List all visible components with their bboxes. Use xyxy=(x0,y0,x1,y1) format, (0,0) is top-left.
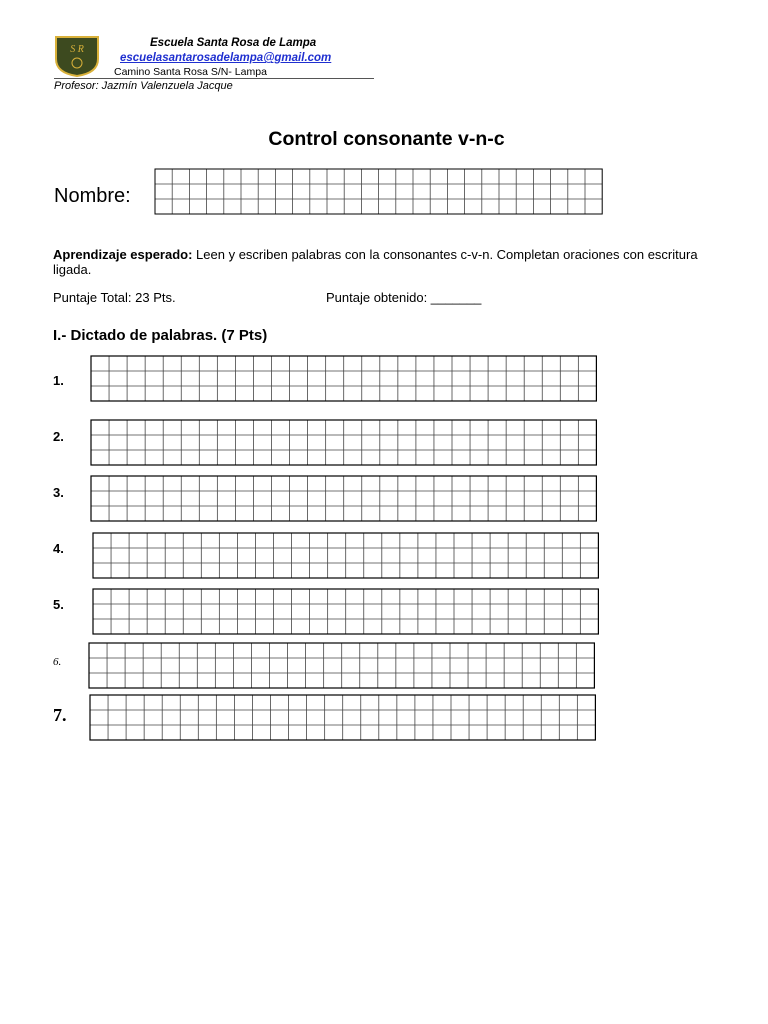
writing-grid[interactable] xyxy=(90,419,597,466)
item-number: 6. xyxy=(53,656,62,668)
obtained-score: Puntaje obtenido: _______ xyxy=(326,290,482,305)
item-number: 4. xyxy=(53,541,64,556)
learning-objective-text: Leen y escriben palabras con la consonantes c-v-n. Completan oraciones con escritura ligada. xyxy=(53,247,698,277)
writing-grid[interactable] xyxy=(89,694,596,741)
total-score: Puntaje Total: 23 Pts. xyxy=(53,290,176,305)
learning-objective-label: Aprendizaje esperado: xyxy=(53,247,193,262)
writing-grid[interactable] xyxy=(90,355,597,402)
writing-grid[interactable] xyxy=(92,532,599,579)
page-title: Control consonante v-n-c xyxy=(268,128,505,150)
item-number: 5. xyxy=(53,597,64,612)
teacher-name: Profesor: Jazmín Valenzuela Jacque xyxy=(54,80,233,92)
writing-grid[interactable] xyxy=(92,588,599,635)
item-number: 3. xyxy=(53,485,64,500)
writing-grid[interactable] xyxy=(90,475,597,522)
school-name: Escuela Santa Rosa de Lampa xyxy=(150,37,317,49)
item-number: 2. xyxy=(53,429,64,444)
item-number: 7. xyxy=(53,705,67,725)
logo-lettering: S R xyxy=(70,44,84,55)
section-title: I.- Dictado de palabras. (7 Pts) xyxy=(53,327,268,344)
school-address: Camino Santa Rosa S/N- Lampa xyxy=(114,66,267,78)
name-writing-grid[interactable] xyxy=(154,168,603,215)
school-email-link[interactable]: escuelasantarosadelampa@gmail.com xyxy=(120,52,332,64)
writing-grid[interactable] xyxy=(88,642,595,689)
header-divider xyxy=(54,78,374,79)
item-number: 1. xyxy=(53,373,64,388)
school-logo xyxy=(54,35,100,77)
learning-objective xyxy=(53,247,718,277)
name-label: Nombre: xyxy=(54,185,131,207)
